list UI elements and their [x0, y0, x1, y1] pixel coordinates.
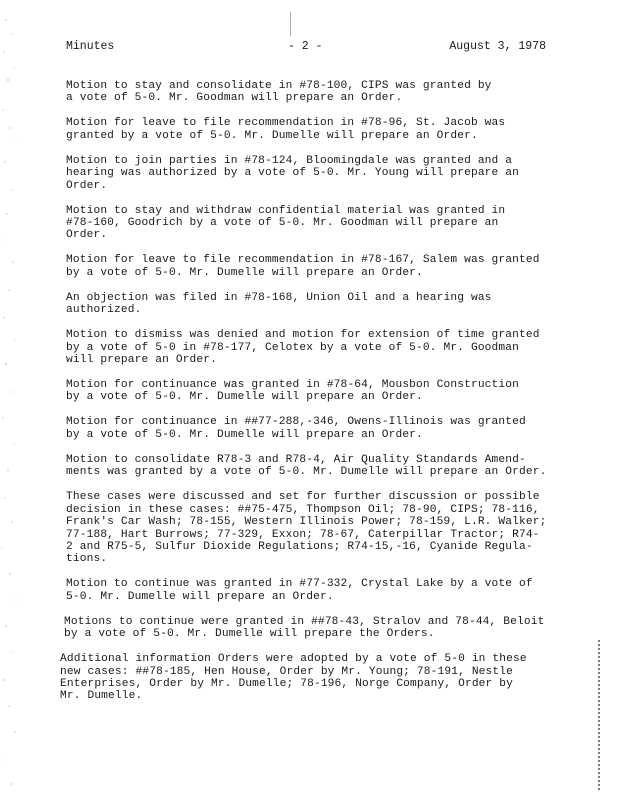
page-number: - 2 -: [288, 40, 323, 53]
paragraph-13: Motions to continue were granted in ##78-43, Stralov and 78-44, Beloit by a vote of 5-0. Mr. Dumelle will prepare the Orders.: [64, 615, 545, 641]
paragraph-9: Motion for continuance in ##77-288,-346, Owens-Illinois was granted by a vote of 5-0. Mr. Dumelle will prepare an Order.: [66, 416, 526, 441]
scan-mark: [290, 12, 291, 36]
paragraph-4: Motion to stay and withdraw confidential material was granted in #78-160, Goodrich by a vote of 5-0. Mr. Goodman will prepare an Order.: [66, 204, 506, 242]
scan-edge-line: [598, 640, 600, 790]
paragraph-10: Motion to consolidate R78-3 and R78-4, Air Quality Standards Amend- ments was granted by a vote of 5-0. Mr. Dumelle will prepare an Order.: [66, 453, 547, 479]
paragraph-12: Motion to continue was granted in #77-332, Crystal Lake by a vote of 5-0. Mr. Dumelle will prepare an Order.: [66, 578, 533, 603]
paragraph-7: Motion to dismiss was denied and motion for extension of time granted by a vote of 5-0 in #78-177, Celotex by a vote of 5-0. Mr. Goodman will prepare an Order.: [66, 329, 540, 367]
header-date: August 3, 1978: [449, 40, 546, 53]
paragraph-5: Motion for leave to file recommendation in #78-167, Salem was granted by a vote of 5-0. Mr. Dumelle will prepare an Order.: [66, 254, 540, 279]
paragraph-2: Motion for leave to file recommendation in #78-96, St. Jacob was granted by a vote of 5-0. Mr. Dumelle will prepare an Order.: [66, 117, 506, 142]
paragraph-14: Additional information Orders were adopted by a vote of 5-0 in these new cases: ##78-185, Hen House, Order by Mr. Young; 78-191, Nestle Enterprises, Order by Mr. Dumelle; 78-196, Norge Company, Order by Mr. Dumelle.: [60, 653, 527, 703]
paragraph-1: Motion to stay and consolidate in #78-100, CIPS was granted by a vote of 5-0. Mr. Goodman will prepare an Order.: [66, 80, 492, 105]
minutes-body: [60, 80, 572, 715]
page-header: [66, 40, 546, 56]
header-title: Minutes: [66, 40, 115, 53]
scan-margin-speckles: [0, 0, 40, 800]
paragraph-3: Motion to join parties in #78-124, Bloomingdale was granted and a hearing was authorized by a vote of 5-0. Mr. Young will prepare an Order.: [66, 154, 519, 192]
paragraph-11: These cases were discussed and set for further discussion or possible decision in these cases: ##75-475, Thompson Oil; 78-90, CIPS; 78-116, Frank's Car Wash; 78-155, Western Illinois Power; 78-159, L.R. Walker; 77-188, Hart Burrows; 77-329, Exxon; 78-67, Caterpillar Tractor; R74- 2 and R75-5, Sulfur Dioxide Regulations; R74-15,-16, Cyanide Regula- tions.: [66, 491, 547, 566]
paragraph-6: An objection was filed in #78-168, Union Oil and a hearing was authorized.: [66, 291, 492, 317]
paragraph-8: Motion for continuance was granted in #78-64, Mousbon Construction by a vote of 5-0. Mr. Dumelle will prepare an Order.: [66, 379, 519, 404]
